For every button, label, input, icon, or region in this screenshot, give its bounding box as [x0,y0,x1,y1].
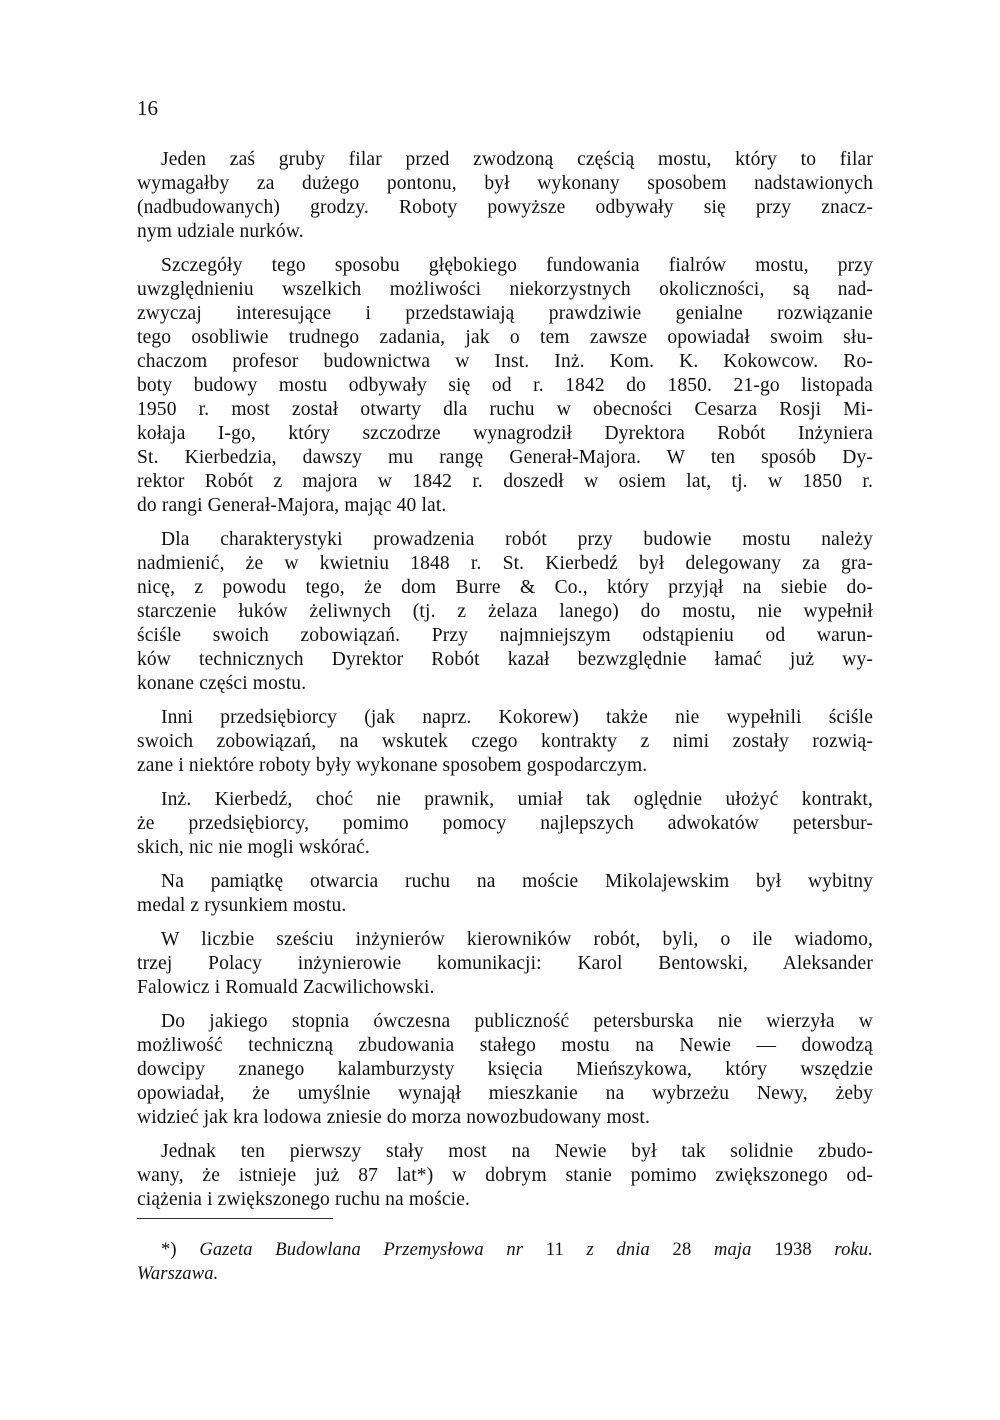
footnote-month: maja [713,1240,752,1260]
paragraph [137,928,873,1000]
footnote-number: 11 [545,1240,564,1260]
text-line: opowiadał, że umyślnie wynajął mieszkanie na wybrzeżu Newy, żeby [137,1083,873,1104]
footnote-line [137,1238,873,1262]
text-line: Jeden zaś gruby filar przed zwodzoną częścią mostu, który to filar [161,149,873,170]
footnote-line: Warszawa. [137,1264,219,1284]
text-line: możliwość techniczną zbudowania stałego mostu na Newie — dowodzą [137,1035,873,1056]
text-line: wany, że istnieje już 87 lat*) w dobrym stanie pomimo zwiększonego od- [137,1165,873,1186]
text-line: kołaja I-go, który szczodrze wynagrodził Dyrektora Robót Inżyniera [137,423,873,444]
text-line: Jednak ten pierwszy stały most na Newie był tak solidnie zbudo- [161,1141,873,1162]
text-line: Szczegóły tego sposobu głębokiego fundowania fialrów mostu, przy [161,255,873,276]
text-line: St. Kierbedzia, dawszy mu rangę Generał-Majora. W ten sposób Dy- [137,447,873,468]
paragraph [137,528,873,696]
text-line: trzej Polacy inżynierowie komunikacji: Karol Bentowski, Aleksander [137,953,873,974]
footnote-text: z dnia [586,1240,650,1260]
text-line: ków technicznych Dyrektor Robót kazał bezwzględnie łamać już wy- [137,649,873,670]
text-line: Dla charakterystyki prowadzenia robót przy budowie mostu należy [161,529,873,550]
footnote-text: roku. [834,1240,874,1260]
text-line: skich, nic nie mogli wskórać. [137,837,370,858]
text-line: zane i niektóre roboty były wykonane sposobem gospodarczym. [137,755,648,776]
text-line: (nadbudowanych) grodzy. Roboty powyższe odbywały się przy znacz- [137,197,873,218]
text-line: chaczom profesor budownictwa w Inst. Inż. Kom. K. Kokowcow. Ro- [137,351,873,372]
text-line: ciążenia i zwiększonego ruchu na moście. [137,1189,471,1210]
text-line: medal z rysunkiem mostu. [137,895,347,916]
text-line: konane części mostu. [137,673,307,694]
paragraph [137,706,873,778]
text-line: Inni przedsiębiorcy (jak naprz. Kokorew) także nie wypełnili ściśle [161,707,873,728]
text-line: rektor Robót z majora w 1842 r. doszedł w osiem lat, tj. w 1850 r. [137,471,873,492]
page-number: 16 [137,96,158,120]
footnote [137,1238,873,1286]
text-line: nym udziale nurków. [137,221,304,242]
text-line: ściśle swoich zobowiązań. Przy najmniejszym odstąpieniu od warun- [137,625,873,646]
paragraph [137,870,873,918]
text-line: Na pamiątkę otwarcia ruchu na moście Mikolajewskim był wybitny [161,871,873,892]
text-line: starczenie łuków żeliwnych (tj. z żelaza lanego) do mostu, nie wypełnił [137,601,873,622]
text-line: do rangi Generał-Majora, mając 40 lat. [137,495,447,516]
text-line: dowcipy znanego kalamburzysty księcia Mieńszykowa, który wszędzie [137,1059,873,1080]
paragraph [137,148,873,244]
footnote-day: 28 [672,1240,692,1260]
footnote-year: 1938 [774,1240,812,1260]
text-line: że przedsiębiorcy, pomimo pomocy najlepszych adwokatów petersbur- [137,813,873,834]
text-line: Falowicz i Romuald Zacwilichowski. [137,977,435,998]
text-line: swoich zobowiązań, na wskutek czego kontrakty z nimi zostały rozwią- [137,731,873,752]
text-line: nicę, z powodu tego, że dom Burre & Co., który przyjął na siebie do- [137,577,873,598]
text-line: uwzględnieniu wszelkich możliwości niekorzystnych okoliczności, są nad- [137,279,873,300]
paragraph [137,1140,873,1212]
paragraph [137,254,873,518]
paragraph [137,788,873,860]
text-line: Do jakiego stopnia ówczesna publiczność petersburska nie wierzyła w [161,1011,873,1032]
footnote-separator [137,1218,333,1219]
paragraph [137,1010,873,1130]
text-line: tego osobliwie trudnego zadania, jak o tem zawsze opowiadał swoim słu- [137,327,873,348]
text-line: boty budowy mostu odbywały się od r. 1842 do 1850. 21-go listopada [137,375,873,396]
footnote-source: Gazeta Budowlana Przemysłowa nr [199,1240,524,1260]
body-text [137,148,873,1222]
text-line: wymagałby za dużego pontonu, był wykonany sposobem nadstawionych [137,173,873,194]
text-line: zwyczaj interesujące i przedstawiają prawdziwie genialne rozwiązanie [137,303,873,324]
text-line: nadmienić, że w kwietniu 1848 r. St. Kierbedź był delegowany za gra- [137,553,873,574]
text-line: W liczbie sześciu inżynierów kierowników robót, byli, o ile wiadomo, [161,929,873,950]
text-line: widzieć jak kra lodowa zniesie do morza nowozbudowany most. [137,1107,650,1128]
footnote-marker: *) [161,1240,177,1260]
text-line: 1950 r. most został otwarty dla ruchu w obecności Cesarza Rosji Mi- [137,399,873,420]
text-line: Inż. Kierbedź, choć nie prawnik, umiał tak oględnie ułożyć kontrakt, [161,789,873,810]
